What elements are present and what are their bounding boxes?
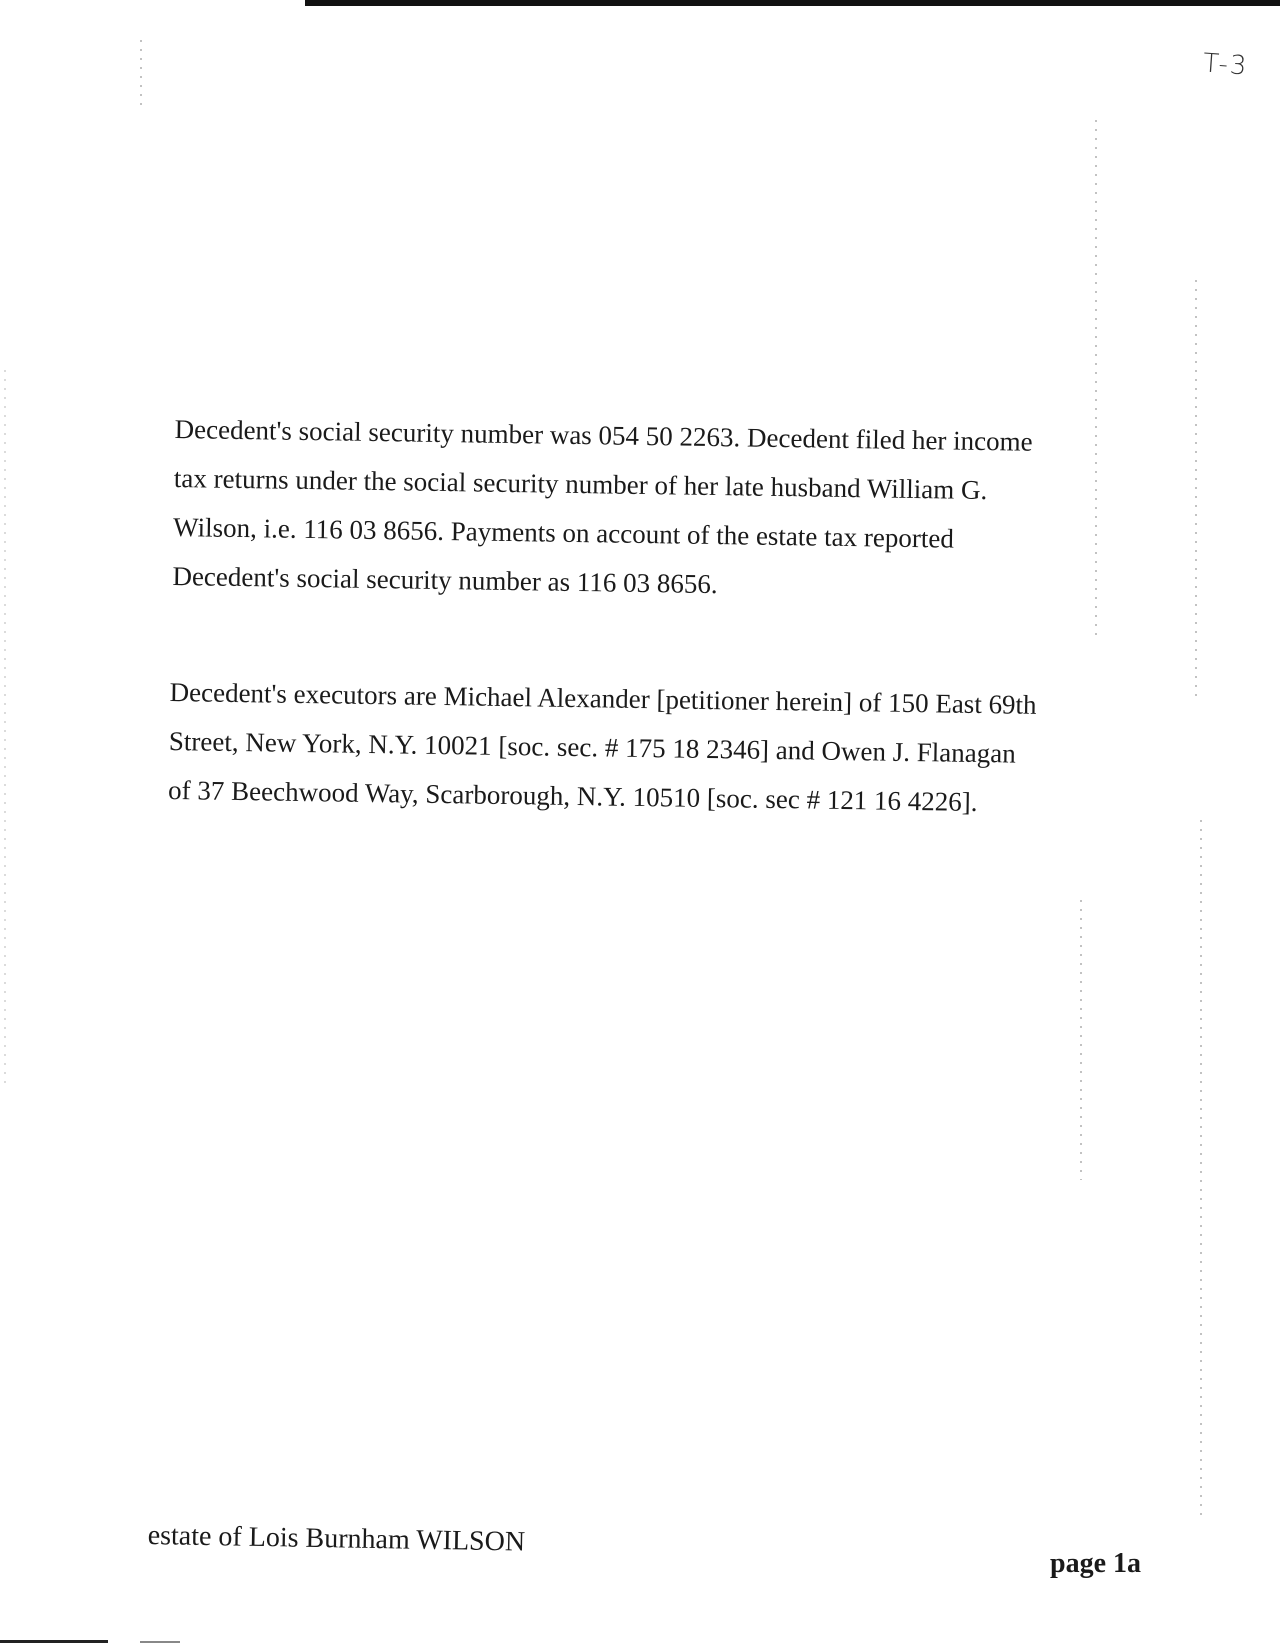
text-line: Decedent's social security number as 116 03 8656.	[172, 560, 718, 600]
scan-noise	[1195, 280, 1197, 700]
text-line: Decedent's executors are Michael Alexander [petitioner herein] of 150 East 69th	[169, 676, 1037, 720]
scan-noise	[1080, 900, 1082, 1180]
text-line: Wilson, i.e. 116 03 8656. Payments on account of the estate tax reported	[172, 511, 955, 554]
bottom-border-line	[140, 1641, 180, 1643]
paragraph-executors	[168, 668, 1180, 830]
footer-page-number: page 1a	[1050, 1548, 1141, 1579]
scan-noise	[4, 370, 6, 1090]
scan-noise	[1200, 820, 1202, 1520]
text-line: tax returns under the social security number of her late husband William G.	[173, 462, 988, 506]
top-border-line	[305, 0, 1280, 6]
scan-noise	[140, 40, 142, 110]
text-line: of 37 Beechwood Way, Scarborough, N.Y. 10510 [soc. sec # 121 16 4226].	[167, 774, 978, 817]
text-line: Street, New York, N.Y. 10021 [soc. sec. # 175 18 2346] and Owen J. Flanagan	[168, 725, 1016, 769]
text-line: Decedent's social security number was 054 50 2263. Decedent filed her income	[174, 413, 1033, 457]
bottom-border-line	[0, 1640, 108, 1643]
paragraph-social-security	[172, 405, 1185, 616]
footer-estate-name: estate of Lois Burnham WILSON	[147, 1520, 526, 1558]
handwritten-page-mark: T-3	[1202, 48, 1250, 82]
